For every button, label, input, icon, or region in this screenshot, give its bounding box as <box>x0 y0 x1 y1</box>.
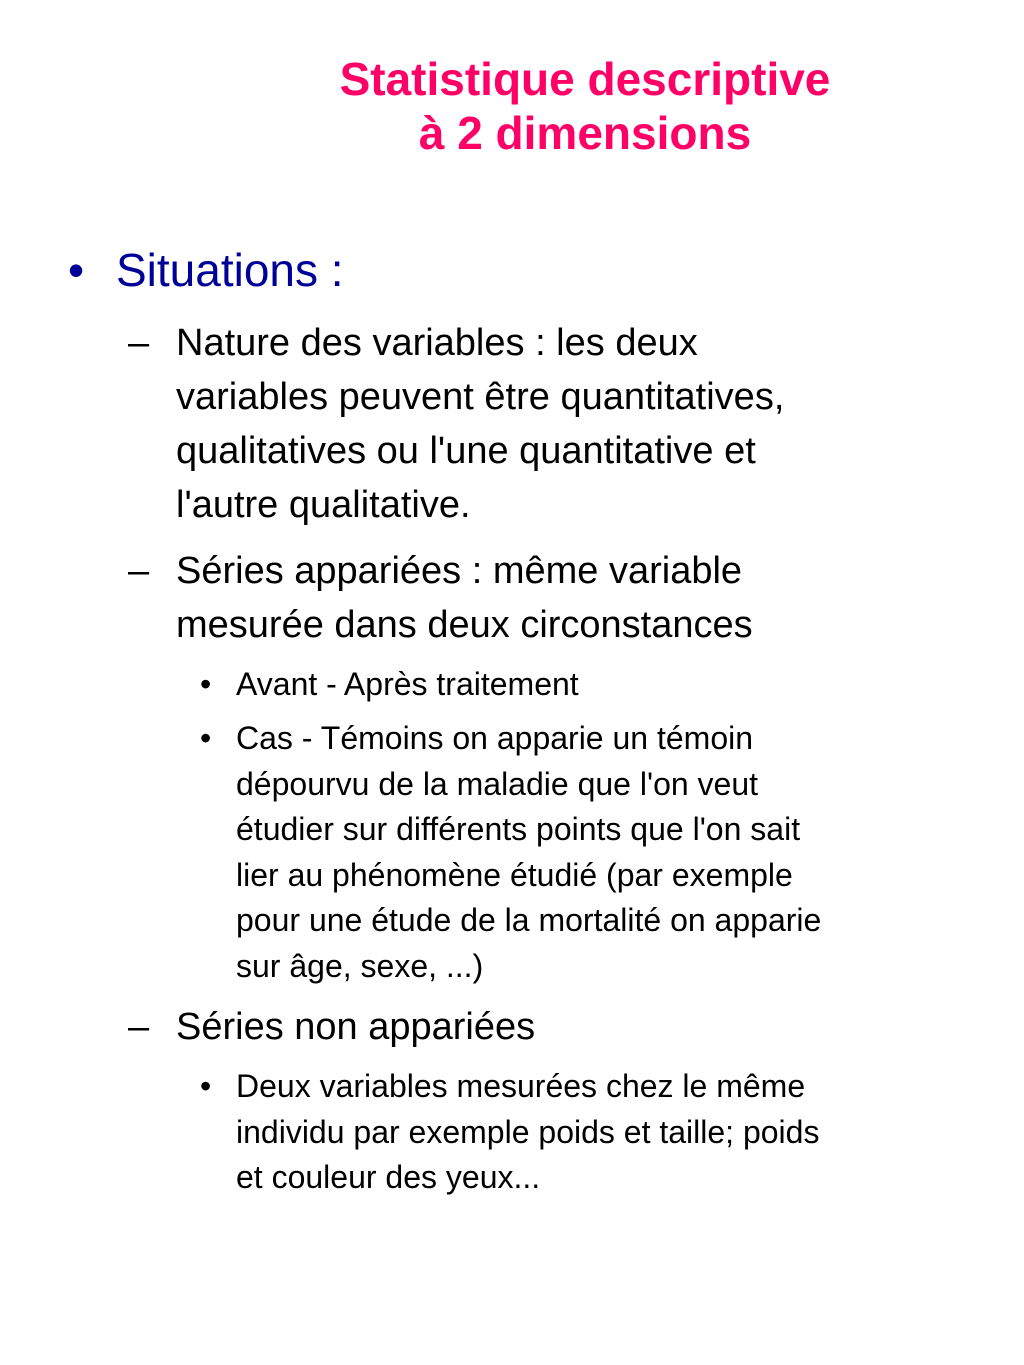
text-line: sur âge, sexe, ...) <box>236 947 484 984</box>
item-text <box>236 1064 819 1201</box>
text-line: Séries appariées : même variable <box>176 550 743 592</box>
text-line: Deux variables mesurées chez le même <box>236 1068 806 1104</box>
title-line-2: à 2 dimensions <box>418 107 752 159</box>
text-line: pour une étude de la mortalité on apparie <box>236 902 822 938</box>
subbullet-text: Séries non appariées <box>176 1006 536 1048</box>
dash-marker: – <box>128 322 150 364</box>
text-line: étudier sur différents points que l'on sait <box>236 811 801 847</box>
dash-marker: – <box>128 550 150 592</box>
text-line: Cas - Témoins on apparie un témoin <box>236 720 754 756</box>
item-text <box>236 716 821 989</box>
subbullet-text <box>176 544 753 652</box>
text-line: mesurée dans deux circonstances <box>176 604 753 646</box>
text-line: Nature des variables : les deux <box>176 322 698 364</box>
title-line-1: Statistique descriptive <box>339 53 831 105</box>
text-line: l'autre qualitative. <box>176 484 471 526</box>
item-text: Avant - Après traitement <box>236 666 579 702</box>
text-line: individu par exemple poids et taille; poids <box>236 1113 820 1150</box>
text-line: qualitatives ou l'une quantitative et <box>176 430 756 472</box>
bullet-marker: • <box>68 244 85 296</box>
text-line: dépourvu de la maladie que l'on veut <box>236 765 759 802</box>
text-line: lier au phénomène étudié (par exemple <box>236 856 793 893</box>
bullet-text: Situations : <box>116 244 344 296</box>
text-line: variables peuvent être quantitatives, <box>176 376 785 418</box>
dot-marker: • <box>200 1068 212 1104</box>
dot-marker: • <box>200 720 212 756</box>
dot-marker: • <box>200 666 212 702</box>
text-line: et couleur des yeux... <box>236 1159 541 1195</box>
dash-marker: – <box>128 1006 150 1048</box>
slide-title <box>240 52 930 160</box>
subbullet-text <box>176 316 784 532</box>
